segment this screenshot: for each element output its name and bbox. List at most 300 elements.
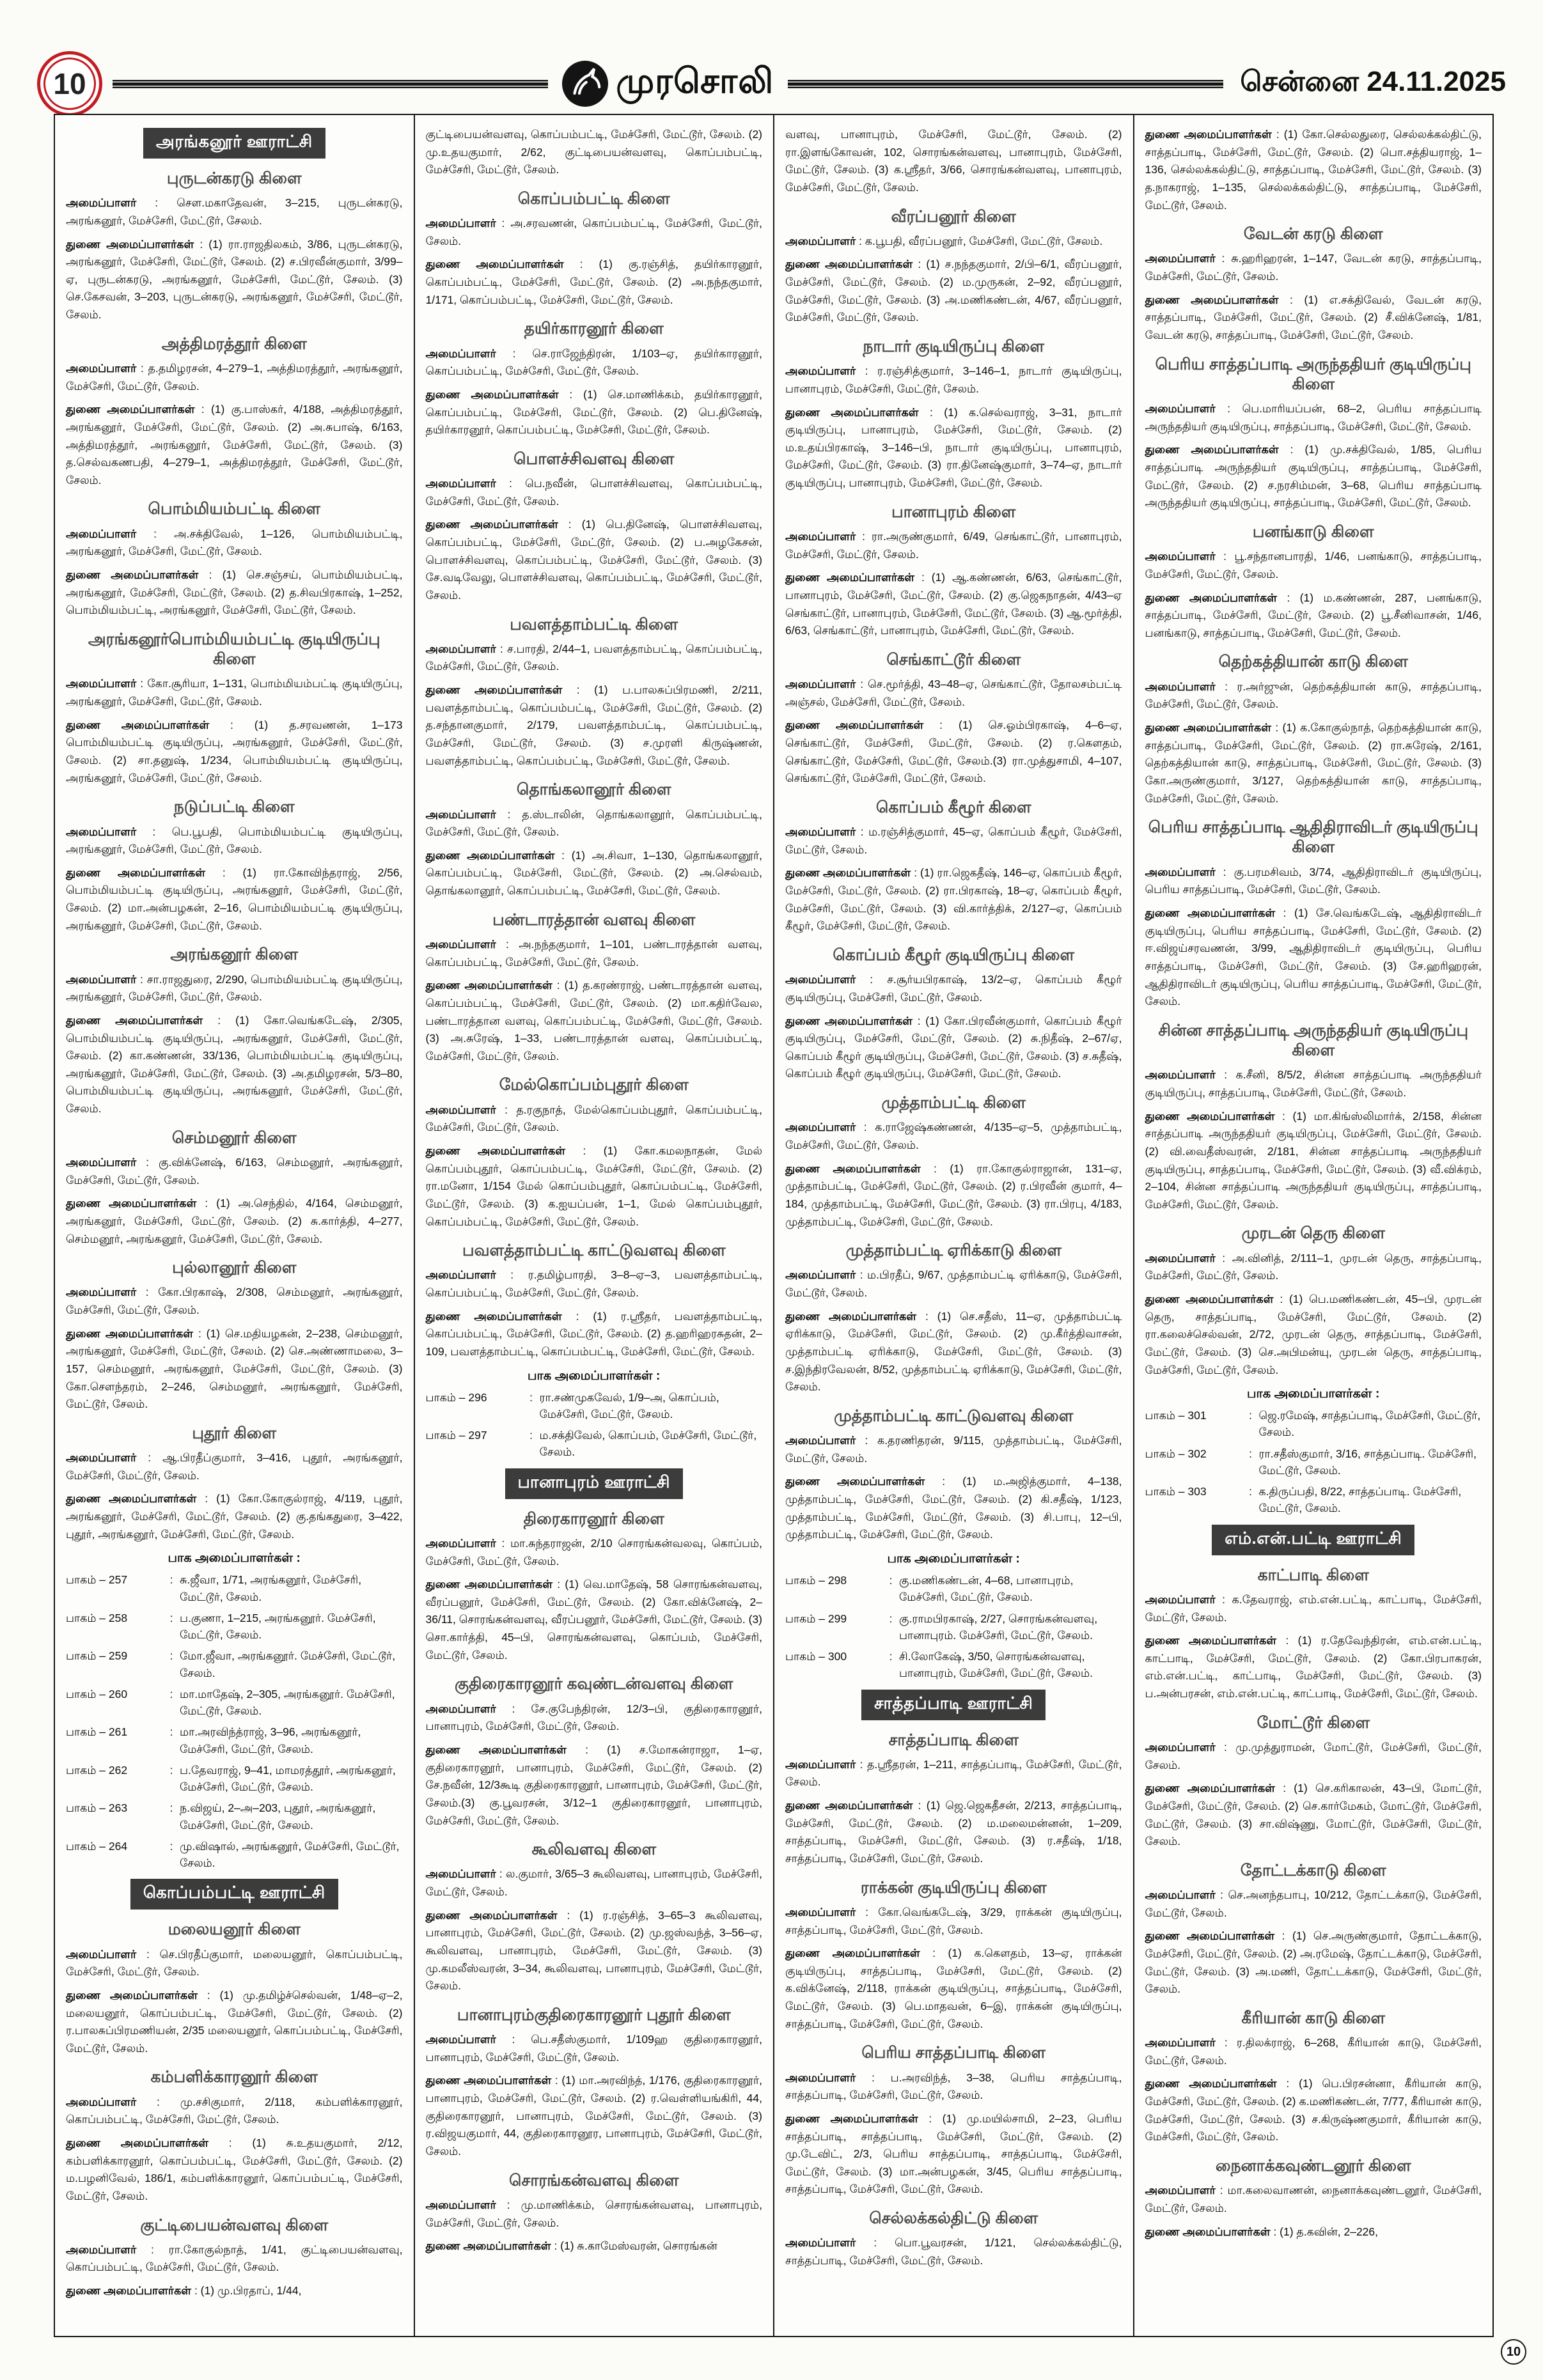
- pagam-number-label: பாகம் – 298: [785, 1574, 847, 1587]
- paragraph-lead-label: அமைப்பாளர்: [785, 1268, 856, 1282]
- paragraph-lead-label: அமைப்பாளர்: [1145, 1741, 1216, 1754]
- paragraph-lead-label: அமைப்பாளர்: [1145, 680, 1216, 693]
- body-paragraph: அமைப்பாளர் : ல.குமார், 3/65–3 கூலிவளவு, பானாபுரம், மேச்சேரி, மேட்டூர், சேலம்.: [425, 1867, 762, 1899]
- branch-title: கூலிவளவு கிளை: [531, 1840, 657, 1859]
- pagam-number-label: பாகம் – 301: [1145, 1409, 1207, 1422]
- paragraph-lead-label: துணை அமைப்பாளர்கள்: [66, 403, 195, 416]
- pagam-text: மா.அரவிந்த்ராஜ், 3–96, அரங்கனூர், மேச்சேரி, மேட்டூர், சேலம்.: [180, 1725, 361, 1755]
- body-paragraph: துணை அமைப்பாளர்கள் : (1) மு.பிரதாப், 1/44,: [66, 2284, 302, 2298]
- pagam-colon: :: [1249, 1409, 1252, 1422]
- paragraph-lead-label: துணை அமைப்பாளர்கள்: [1145, 906, 1276, 919]
- pagam-text: சு.ஜீவா, 1/71, அரங்கனூர், மேச்சேரி, மேட்டூர், சேலம்.: [180, 1573, 362, 1603]
- paragraph-lead-label: அமைப்பாளர்: [785, 364, 856, 378]
- corner-page-number-badge: [1501, 2339, 1526, 2365]
- body-paragraph: துணை அமைப்பாளர்கள் : (1) சு.காமேஸ்வரன், சொரங்கன்: [425, 2239, 717, 2253]
- paragraph-lead-label: துணை அமைப்பாளர்கள்: [66, 237, 194, 251]
- pagam-number-label: பாகம் – 262: [66, 1763, 128, 1777]
- paragraph-lead-label: அமைப்பாளர்: [785, 234, 856, 247]
- paragraph-lead-label: அமைப்பாளர்: [66, 361, 137, 375]
- body-paragraph: அமைப்பாளர் : ப.அரவிந்த், 3–38, பெரிய சாத்தப்பாடி, சாத்தப்பாடி, மேச்சேரி, மேட்டூர், சேலம்.: [785, 2071, 1122, 2102]
- paragraph-lead-label: துணை அமைப்பாளர்கள்: [66, 568, 199, 581]
- pagam-number-label: பாகம் – 261: [66, 1725, 128, 1739]
- paragraph-lead-label: அமைப்பாளர்: [425, 1536, 496, 1550]
- paragraph-lead-label: அமைப்பாளர்: [66, 972, 137, 986]
- pagam-row: [1145, 1407, 1482, 1441]
- body-paragraph: துணை அமைப்பாளர்கள் : (1) க.கௌதம், 13–ஏ, ராக்கன் குடியிருப்பு, சாத்தப்பாடி, மேச்சேரி, மேட்டூர், சேலம். (2) க.விக்னேஷ், 2/118, ராக்கன் குடியிருப்பு, சாத்தப்பாடி, மேச்சேரி, மேட்டூர், சேலம். (3) பெ.மாதவன், 6–இ, ராக்கன் குடியிருப்பு, சாத்தப்பாடி, மேச்சேரி, மேட்டூர், சேலம்.: [785, 1947, 1122, 2030]
- body-paragraph: துணை அமைப்பாளர்கள் : (1) ச.நந்தகுமார், 2/பி–6/1, வீரப்பனூர், மேச்சேரி, மேட்டூர், சேலம். (2) ம.முருகன், 2–92, வீரப்பனூர், மேச்சேரி, மேட்டூர், சேலம். (3) அ.மணிகண்டன், 4/67, வீரப்பனூர், மேச்சேரி, மேட்டூர், சேலம்.: [785, 258, 1122, 324]
- pagam-text: ந.விஜய், 2–அ–203, புதூர், அரங்கனூர், மேச்சேரி, மேட்டூர், சேலம்.: [180, 1801, 376, 1832]
- pagam-text: மு.விஷால், அரங்கனூர், மேச்சேரி, மேட்டூர், சேலம்.: [180, 1839, 400, 1870]
- paragraph-lead-label: துணை அமைப்பாளர்கள்: [66, 1988, 198, 2002]
- branch-title: முரடன் தெரு கிளை: [1241, 1224, 1385, 1243]
- body-paragraph: துணை அமைப்பாளர்கள் : (1) அ.சிவா, 1–130, தொங்கலானூர், கொப்பம்பட்டி, மேச்சேரி, மேட்டூர், சேலம். (2) அ.செல்வம், தொங்கலானூர், கொப்பம்பட்டி, மேச்சேரி, மேட்டூர், சேலம்.: [425, 848, 762, 898]
- pagam-row: [1145, 1483, 1482, 1517]
- paragraph-lead-label: துணை அமைப்பாளர்கள்: [1145, 443, 1279, 456]
- body-paragraph: அமைப்பாளர் : மு.மாணிக்கம், சொரங்கன்வளவு, பானாபுரம், மேச்சேரி, மேட்டூர், சேலம்.: [425, 2198, 762, 2229]
- paragraph-lead-label: துணை அமைப்பாளர்கள்: [425, 518, 558, 531]
- branch-title: சின்ன சாத்தப்பாடி அருந்ததியர் குடியிருப்பு கிளை: [1158, 1021, 1469, 1060]
- body-paragraph: துணை அமைப்பாளர்கள் : (1) சே.வெங்கடேஷ், ஆதிதிராவிடர் குடியிருப்பு, பெரிய சாத்தப்பாடி, மேச்சேரி, மேட்டூர், சேலம். (2) ஈ.விஜய்சரவணன், 3/99, ஆதிதிராவிடர் குடியிருப்பு, பெரிய சாத்தப்பாடி, மேச்சேரி, மேட்டூர், சேலம். (3) சே.ஹரிஹரன், ஆதிதிராவிடர் குடியிருப்பு, பெரிய சாத்தப்பாடி, மேச்சேரி, மேட்டூர், சேலம்.: [1145, 906, 1482, 1008]
- paragraph-lead-label: துணை அமைப்பாளர்கள்: [1145, 1929, 1275, 1943]
- body-paragraph: அமைப்பாளர் : ர.அர்ஜுன், தெற்கத்தியான் காடு, சாத்தப்பாடி, மேச்சேரி, மேட்டூர், சேலம்.: [1145, 680, 1482, 711]
- body-paragraph: அமைப்பாளர் : ரா.கோகுல்நாத், 1/41, குட்டிபையன்வளவு, கொப்பம்பட்டி, மேச்சேரி, மேட்டூர், சேலம்.: [66, 2243, 403, 2274]
- paragraph-lead-label: அமைப்பாளர்: [1145, 252, 1216, 265]
- pagam-text: கு.மணிகண்டன், 4–68, பானாபுரம், மேச்சேரி, மேட்டூர், சேலம்.: [899, 1574, 1074, 1604]
- branch-title: பொம்மியம்பட்டி கிளை: [148, 500, 320, 518]
- body-paragraph: அமைப்பாளர் : க.தேவராஜ், எம்.என்.பட்டி, காட்பாடி, மேச்சேரி, மேட்டூர், சேலம்.: [1145, 1592, 1482, 1624]
- pagam-colon: :: [889, 1612, 893, 1625]
- branch-title: பொளச்சிவளவு கிளை: [513, 449, 675, 468]
- branch-title: முத்தாம்பட்டி கிளை: [881, 1094, 1026, 1112]
- paragraph-lead-label: அமைப்பாளர்: [66, 1155, 137, 1169]
- body-paragraph: துணை அமைப்பாளர்கள் : (1) மு.சக்திவேல், 1/85, பெரிய சாத்தப்பாடி அருந்ததியர் குடியிருப்பு, சாத்தப்பாடி, மேச்சேரி, மேட்டூர், சேலம். (2) ச.நரசிம்மன், 3–68, பெரிய சாத்தப்பாடி அருந்ததியர் குடியிருப்பு, சாத்தப்பாடி, மேச்சேரி, மேட்டூர், சேலம்.: [1145, 443, 1482, 509]
- page-number-badge: [37, 51, 102, 116]
- body-paragraph: துணை அமைப்பாளர்கள் : (1) த.சரவணன், 1–173 பொம்மியம்பட்டி குடியிருப்பு, அரங்கனூர், மேச்சேரி, மேட்டூர், சேலம். (2) சா.தனுஷ், 1/234, பொம்மியம்பட்டி குடியிருப்பு, அரங்கனூர், மேச்சேரி, மேட்டூர், சேலம்.: [66, 718, 403, 784]
- branch-title: சொரங்கன்வளவு கிளை: [509, 2171, 679, 2189]
- pagam-text: ப.தேவராஜ், 9–41, மாமரத்தூர், அரங்கனூர், மேச்சேரி, மேட்டூர், சேலம்.: [180, 1763, 396, 1794]
- body-paragraph: அமைப்பாளர் : ர.ரஞ்சித்குமார், 3–146–1, நாடார் குடியிருப்பு, பானாபுரம், மேச்சேரி, மேட்டூர், சேலம்.: [785, 364, 1122, 395]
- panchayat-section-header: கொப்பம்பட்டி ஊராட்சி: [130, 1879, 338, 1909]
- branch-title: பெரிய சாத்தப்பாடி அருந்ததியர் குடியிருப்பு கிளை: [1155, 355, 1471, 393]
- pagam-colon: :: [169, 1687, 173, 1700]
- panchayat-section-header-wrap: [1145, 1525, 1482, 1555]
- paragraph-lead-label: துணை அமைப்பாளர்கள்: [785, 1799, 913, 1812]
- branch-title: குதிரைகாரனூர் கவுண்டன்வளவு கிளை: [455, 1675, 733, 1693]
- paragraph-lead-label: துணை அமைப்பாளர்கள்: [66, 1197, 197, 1210]
- branch-title: நடுப்பட்டி கிளை: [173, 798, 295, 816]
- body-paragraph: அமைப்பாளர் : த.தமிழரசன், 4–279–1, அத்திமரத்தூர், அரங்கனூர், மேச்சேரி, மேட்டூர், சேலம்.: [66, 361, 403, 393]
- body-paragraph: துணை அமைப்பாளர்கள் : (1) த.கவின், 2–226,: [1145, 2225, 1378, 2238]
- paragraph-lead-label: துணை அமைப்பாளர்கள்: [425, 1908, 558, 1922]
- paragraph-lead-label: அமைப்பாளர்: [66, 1947, 137, 1961]
- paragraph-lead-label: துணை அமைப்பாளர்கள்: [1145, 1109, 1275, 1123]
- paragraph-lead-label: அமைப்பாளர்: [1145, 2184, 1216, 2197]
- body-paragraph: துணை அமைப்பாளர்கள் : (1) கோ.பிரவீன்குமார், கொப்பம் கீழூர் குடியிருப்பு, மேச்சேரி, மேட்டூர், சேலம். (2) சு.நிதீஷ், 2–67/ஏ, கொப்பம் கீழூர் குடியிருப்பு, மேச்சேரி, மேட்டூர், சேலம். (3) ச.சுதீஷ், கொப்பம் கீழூர் குடியிருப்பு, மேச்சேரி, மேட்டூர், சேலம்.: [785, 1014, 1122, 1080]
- paragraph-lead-label: துணை அமைப்பாளர்கள்: [425, 683, 563, 697]
- body-paragraph: துணை அமைப்பாளர்கள் : (1) ர.ரஞ்சித், 3–65–3 கூலிவளவு, பானாபுரம், மேச்சேரி, மேட்டூர், சேலம். (2) மு.ஜஸ்வந்த், 3–56–ஏ, கூலிவளவு, பானாபுரம், மேச்சேரி, மேட்டூர், சேலம். (3) மு.கமலீஸ்வரன், 3–34, கூலிவளவு, பானாபுரம், மேச்சேரி, மேட்டூர், சேலம்.: [425, 1908, 762, 1993]
- paragraph-lead-label: அமைப்பாளர்: [425, 477, 496, 490]
- pagam-colon: :: [169, 1763, 173, 1777]
- paragraph-lead-label: அமைப்பாளர்: [425, 1867, 496, 1881]
- pagam-number-label: பாகம் – 299: [785, 1612, 847, 1625]
- branch-title: செம்மனூர் கிளை: [171, 1128, 297, 1147]
- branch-title: செங்காட்டூர் கிளை: [886, 650, 1021, 669]
- body-paragraph: துணை அமைப்பாளர்கள் : (1) செ.அருண்குமார், தோட்டக்காடு, மேச்சேரி, மேட்டூர், சேலம். (2) அ.ரமேஷ், தோட்டக்காடு, மேச்சேரி, மேட்டூர், சேலம். (3) அ.மணி, தோட்டக்காடு, மேச்சேரி, மேட்டூர், சேலம்.: [1145, 1929, 1482, 1996]
- pagam-colon: :: [1249, 1485, 1252, 1498]
- paragraph-lead-label: துணை அமைப்பாளர்கள்: [425, 387, 559, 401]
- branch-title: குட்டிபையன்வளவு கிளை: [140, 2216, 329, 2234]
- paragraph-lead-label: அமைப்பாளர்: [1145, 865, 1216, 878]
- paragraph-lead-label: அமைப்பாளர்: [785, 2236, 856, 2250]
- body-paragraph: துணை அமைப்பாளர்கள் : (1) சு.உதயகுமார், 2/12, கம்பளிக்காரனூர், கொப்பம்பட்டி, மேச்சேரி, மேட்டூர், சேலம். (2) ம.பழனிவேல், 186/1, கம்பளிக்காரனூர், கொப்பம்பட்டி, மேச்சேரி, மேட்டூர், சேலம்.: [66, 2136, 403, 2202]
- newspaper-column: [55, 115, 414, 2336]
- pagam-number-label: பாகம் – 264: [66, 1839, 128, 1853]
- pagam-row: [66, 1800, 403, 1833]
- body-paragraph: துணை அமைப்பாளர்கள் : (1) ரா.ஜெகதீஷ், 146–ஏ, கொப்பம் கீழூர், மேச்சேரி, மேட்டூர், சேலம். (2) ரா.பிரகாஷ், 18–ஏ, கொப்பம் கீழூர், மேச்சேரி, மேட்டூர், சேலம். (3) வி.கார்த்திக், 2/127–ஏ, கொப்பம் கீழூர், மேச்சேரி, மேட்டூர், சேலம்.: [785, 866, 1122, 933]
- paragraph-lead-label: அமைப்பாளர்: [66, 1286, 137, 1299]
- pagam-row: [66, 1838, 403, 1872]
- paragraph-lead-label: அமைப்பாளர்: [425, 2033, 496, 2046]
- branch-title: மோட்டூர் கிளை: [1257, 1713, 1370, 1732]
- body-paragraph: அமைப்பாளர் : பொ.பூவரசன், 1/121, செல்லக்கல்திட்டு, சாத்தப்பாடி, மேச்சேரி, மேட்டூர், சேலம்.: [785, 2236, 1122, 2267]
- body-paragraph: அமைப்பாளர் : அ.வினித், 2/111–1, முரடன் தெரு, சாத்தப்பாடி, மேச்சேரி, மேட்டூர், சேலம்.: [1145, 1251, 1482, 1282]
- pagam-colon: :: [169, 1801, 173, 1815]
- paragraph-lead-label: அமைப்பாளர்: [425, 807, 496, 821]
- paragraph-lead-label: துணை அமைப்பாளர்கள்: [425, 1743, 567, 1756]
- paragraph-lead-label: அமைப்பாளர்: [1145, 402, 1216, 416]
- paragraph-lead-label: துணை அமைப்பாளர்கள்: [785, 2112, 918, 2125]
- pagam-colon: :: [169, 1839, 173, 1853]
- paragraph-lead-label: அமைப்பாளர்: [66, 2095, 137, 2108]
- body-paragraph-continuation: வளவு, பானாபுரம், மேச்சேரி, மேட்டூர், சேலம். (2) ரா.இளங்கோவன், 102, சொரங்கன்வளவு, பானாபுரம், மேச்சேரி, மேட்டூர், சேலம். (3) க.ஸ்ரீதர், 3/66, சொரங்கன்வளவு, பானாபுரம், மேச்சேரி, மேட்டூர், சேலம்.: [785, 128, 1122, 194]
- body-paragraph: அமைப்பாளர் : ச.சூர்யபிரகாஷ், 13/2–ஏ, கொப்பம் கீழூர் குடியிருப்பு, மேச்சேரி, மேட்டூர், சேலம்.: [785, 973, 1122, 1004]
- paragraph-lead-label: துணை அமைப்பாளர்கள்: [785, 866, 911, 880]
- paragraph-lead-label: துணை அமைப்பாளர்கள்: [785, 258, 913, 271]
- branch-title: பானாபுரம்குதிரைகாரனூர் புதூர் கிளை: [457, 2005, 731, 2024]
- branch-title: பவளத்தாம்பட்டி கிளை: [510, 615, 678, 634]
- paragraph-lead-label: துணை அமைப்பாளர்கள்: [425, 2074, 552, 2087]
- body-paragraph: அமைப்பாளர் : ரா.அருண்குமார், 6/49, செங்காட்டூர், பானாபுரம், மேச்சேரி, மேட்டூர், சேலம்.: [785, 530, 1122, 561]
- body-paragraph: அமைப்பாளர் : மு.முத்துராமன், மோட்டூர், மேச்சேரி, மேட்டூர், சேலம்.: [1145, 1741, 1482, 1771]
- pagam-row: [66, 1723, 403, 1757]
- body-paragraph-continuation: குட்டிபையன்வளவு, கொப்பம்பட்டி, மேச்சேரி, மேட்டூர், சேலம். (2) மு.உதயகுமார், 2/62, குட்டிபையன்வளவு, கொப்பம்பட்டி, மேச்சேரி, மேட்டூர், சேலம்.: [425, 128, 762, 176]
- body-paragraph: அமைப்பாளர் : கோ.வெங்கடேஷ், 3/29, ராக்கன் குடியிருப்பு, சாத்தப்பாடி, மேச்சேரி, மேட்டூர், சேலம்.: [785, 1905, 1122, 1936]
- body-paragraph: துணை அமைப்பாளர்கள் : (1) ம.அஜித்குமார், 4–138, முத்தாம்பட்டி, மேச்சேரி, மேட்டூர், சேலம். (2) கி.சதீஷ், 1/123, முத்தாம்பட்டி, மேச்சேரி, மேட்டூர், சேலம். (3) சி.பாபு, 12–பி, முத்தாம்பட்டி, மேச்சேரி, மேட்டூர், சேலம்.: [785, 1475, 1122, 1541]
- paragraph-lead-label: துணை அமைப்பாளர்கள்: [66, 1326, 194, 1340]
- body-paragraph: அமைப்பாளர் : க.சீனி, 8/5/2, சின்ன சாத்தப்பாடி அருந்ததியர் குடியிருப்பு, சாத்தப்பாடி, மேச்சேரி, மேட்டூர், சேலம்.: [1145, 1068, 1482, 1099]
- branch-title: முத்தாம்பட்டி ஏரிக்காடு கிளை: [845, 1241, 1061, 1260]
- paragraph-lead-label: அமைப்பாளர்: [1145, 550, 1216, 563]
- pagam-number-label: பாகம் – 263: [66, 1801, 128, 1815]
- paragraph-lead-label: அமைப்பாளர்: [1145, 1592, 1216, 1606]
- branch-title: காட்பாடி கிளை: [1257, 1566, 1369, 1584]
- body-paragraph: அமைப்பாளர் : த.ஸ்ரீதரன், 1–211, சாத்தப்பாடி, மேச்சேரி, மேட்டூர், சேலம்.: [785, 1757, 1122, 1789]
- pagam-number-label: பாகம் – 296: [425, 1390, 487, 1404]
- pagam-colon: :: [529, 1390, 533, 1404]
- body-paragraph: துணை அமைப்பாளர்கள் : (1) செ.சதீஸ், 11–ஏ, முத்தாம்பட்டி ஏரிக்காடு, மேச்சேரி, மேட்டூர், சேலம். (2) மு.கீர்த்திவாசன், முத்தாம்பட்டி ஏரிக்காடு, மேச்சேரி, மேட்டூர், சேலம். (3) ச.இந்திரவேலன், 8/52, முத்தாம்பட்டி ஏரிக்காடு, மேச்சேரி, மேட்டூர், சேலம்.: [785, 1309, 1122, 1394]
- body-paragraph: துணை அமைப்பாளர்கள் : (1) கு.பாஸ்கர், 4/188, அத்திமரத்தூர், அரங்கனூர், மேச்சேரி, மேட்டூர், சேலம். (2) அ.சுபாஷ், 6/163, அத்திமரத்தூர், அரங்கனூர், மேச்சேரி, மேட்டூர், சேலம். (3) த.செல்வகணபதி, 4–279–1, அத்திமரத்தூர், மேச்சேரி, மேட்டூர், சேலம்.: [66, 403, 403, 486]
- branch-title: கொப்பம்பட்டி கிளை: [517, 189, 670, 208]
- pagam-number-label: பாகம் – 257: [66, 1573, 128, 1587]
- paragraph-lead-label: துணை அமைப்பாளர்கள்: [66, 1013, 203, 1027]
- branch-title: புருடன்கரடு கிளை: [166, 169, 302, 187]
- paragraph-lead-label: அமைப்பாளர்: [785, 530, 856, 543]
- masthead-logo-icon: [562, 61, 608, 107]
- paragraph-lead-label: அமைப்பாளர்: [425, 642, 496, 655]
- pagam-row: [785, 1610, 1122, 1644]
- body-paragraph: துணை அமைப்பாளர்கள் : (1) செ.மாணிக்கம், தயிர்காரனூர், கொப்பம்பட்டி, மேச்சேரி, மேட்டூர், சேலம். (2) பெ.தினேஷ், தயிர்காரனூர், கொப்பம்பட்டி, மேச்சேரி, மேட்டூர், சேலம்.: [425, 387, 762, 437]
- body-paragraph: துணை அமைப்பாளர்கள் : (1) க.செல்வராஜ், 3–31, நாடார் குடியிருப்பு, பானாபுரம், மேச்சேரி, மேட்டூர், சேலம். (2) ம.உதய்பிரகாஷ், 3–146–பி, நாடார் குடியிருப்பு, பானாபுரம், மேச்சேரி, மேட்டூர், சேலம். (3) ரா.தினேஷ்குமார், 3–74–ஏ, நாடார் குடியிருப்பு, பானாபுரம், மேச்சேரி, மேட்டூர், சேலம்.: [785, 405, 1122, 490]
- pagam-text: ரா.சதீஸ்குமார், 3/16, சாத்தப்பாடி. மேச்சேரி, மேட்டூர், சேலம்.: [1258, 1447, 1476, 1477]
- pagam-row: [66, 1647, 403, 1681]
- paragraph-lead-label: துணை அமைப்பாளர்கள்: [425, 848, 555, 862]
- paragraph-lead-label: துணை அமைப்பாளர்கள்: [785, 405, 919, 419]
- body-paragraph: துணை அமைப்பாளர்கள் : (1) ஜெ.ஜெகதீசன், 2/213, சாத்தப்பாடி, மேச்சேரி, மேட்டூர், சேலம். (2) ம.மலைமன்னன், 1–209, சாத்தப்பாடி, மேச்சேரி, மேட்டூர், சேலம். (3) ர.சதீஷ், 1/18, சாத்தப்பாடி, மேச்சேரி, மேட்டூர், சேலம்.: [785, 1799, 1122, 1865]
- newspaper-column: [414, 115, 774, 2336]
- body-paragraph: அமைப்பாளர் : மா.சுந்தராஜன், 2/10 சொரங்கன்வலவு, கொப்பம், மேச்சேரி, மேட்டூர், சேலம்.: [425, 1536, 762, 1567]
- body-paragraph: துணை அமைப்பாளர்கள் : (1) ஆ.கண்ணன், 6/63, செங்காட்டூர், பானாபுரம், மேச்சேரி, மேட்டூர், சேலம். (2) கு.ஜெகநாதன், 4/43–ஏ செங்காட்டூர், பானாபுரம், மேச்சேரி, மேட்டூர், சேலம். (3) ஆ.மூர்த்தி, 6/63, செங்காட்டூர், பானாபுரம், மேச்சேரி, மேட்டூர், சேலம்.: [785, 571, 1122, 637]
- part-organizers-heading: பாக அமைப்பாளர்கள் :: [887, 1552, 1020, 1566]
- body-paragraph: அமைப்பாளர் : அ.நந்தகுமார், 1–101, பண்டாரத்தான் வளவு, கொப்பம்பட்டி, மேச்சேரி, மேட்டூர், சேலம்.: [425, 938, 762, 968]
- body-paragraph: அமைப்பாளர் : சா.ராஜதுரை, 2/290, பொம்மியம்பட்டி குடியிருப்பு, அரங்கனூர், மேச்சேரி, மேட்டூர், சேலம்.: [66, 972, 403, 1004]
- paragraph-lead-label: துணை அமைப்பாளர்கள்: [785, 1162, 921, 1175]
- paragraph-lead-label: அமைப்பாளர்: [1145, 2036, 1216, 2049]
- body-paragraph: அமைப்பாளர் : க.பூபதி, வீரப்பனூர், மேச்சேரி, மேட்டூர், சேலம்.: [785, 234, 1103, 247]
- body-paragraph: துணை அமைப்பாளர்கள் : (1) செ.சஞ்சய், பொம்மியம்பட்டி, அரங்கனூர், மேச்சேரி, மேட்டூர், சேலம். (2) த.சிவபிரகாஷ், 1–252, பொம்மியம்பட்டி, அரங்கனூர், மேச்சேரி, மேட்டூர், சேலம்.: [66, 568, 403, 617]
- body-paragraph: துணை அமைப்பாளர்கள் : (1) கோ.செல்லதுரை, செல்லக்கல்திட்டு, சாத்தப்பாடி, மேச்சேரி, மேட்டூர், சேலம். (2) பொ.சத்தியராஜ், 1–136, செல்லக்கல்திட்டு, சாத்தப்பாடி, மேச்சேரி, மேட்டூர், சேலம். (3) த.நாகராஜ், 1–135, செல்லக்கல்திட்டு, சாத்தப்பாடி, மேச்சேரி, மேட்டூர், சேலம்.: [1145, 128, 1482, 212]
- branch-title: பவளத்தாம்பட்டி காட்டுவளவு கிளை: [462, 1241, 726, 1260]
- paragraph-lead-label: அமைப்பாளர்: [425, 346, 496, 360]
- branch-title: நாடார் குடியிருப்பு கிளை: [863, 338, 1045, 356]
- pagam-row: [426, 1389, 763, 1423]
- paragraph-lead-label: அமைப்பாளர்: [785, 2071, 856, 2084]
- branch-title: திரைகாரனூர் கிளை: [523, 1509, 664, 1528]
- body-paragraph: அமைப்பாளர் : பெ.சதீஸ்குமார், 1/109ஹ குதிரைகாரனூர், பானாபுரம், மேச்சேரி, மேட்டூர், சேலம்.: [425, 2033, 762, 2064]
- header-rule-left: [113, 80, 548, 88]
- body-paragraph: துணை அமைப்பாளர்கள் : (1) த.கரண்ராஜ், பண்டாரத்தான் வளவு, கொப்பம்பட்டி, மேச்சேரி, மேட்டூர், சேலம். (2) மா.கதிர்வேல, பண்டாரத்தான வளவு, கொப்பம்பட்டி, மேச்சேரி, மேட்டூர், சேலம். (3) அ.சுரேஷ், 1–33, பண்டாரத்தான் வளவு, கொப்பம்பட்டி, மேச்சேரி, மேட்டூர், சேலம்.: [425, 979, 762, 1062]
- body-paragraph: துணை அமைப்பாளர்கள் : (1) ர.தேவேந்திரன், எம்.என்.பட்டி, காட்பாடி, மேச்சேரி, மேட்டூர், சேலம். (2) கோ.பிரபாகரன், எம்.என்.பட்டி, காட்பாடி, மேச்சேரி, மேட்டூர், சேலம். (3) ப.அன்பரசன், எம்.என்.பட்டி, காட்பாடி, மேச்சேரி, மேட்டூர், சேலம்.: [1145, 1634, 1482, 1700]
- pagam-text: க.திருப்பதி, 8/22, சாத்தப்பாடி. மேச்சேரி, மேட்டூர், சேலம்.: [1258, 1485, 1462, 1515]
- pagam-text: கு.ராமபிரகாஷ், 2/27, சொரங்கன்வளவு, பானாபுரம். மேச்சேரி, மேட்டூர், சேலம்.: [899, 1612, 1098, 1642]
- paragraph-lead-label: அமைப்பாளர்: [425, 1103, 496, 1116]
- paragraph-lead-label: அமைப்பாளர்: [785, 1757, 856, 1771]
- pagam-colon: :: [529, 1429, 533, 1442]
- body-paragraph: அமைப்பாளர் : பெ.பூபதி, பொம்மியம்பட்டி குடியிருப்பு, அரங்கனூர், மேச்சேரி, மேட்டூர், சேலம்.: [66, 825, 403, 856]
- paragraph-lead-label: அமைப்பாளர்: [425, 217, 496, 230]
- paragraph-lead-label: துணை அமைப்பாளர்கள்: [1145, 591, 1278, 604]
- paragraph-lead-label: துணை அமைப்பாளர்கள்: [1145, 128, 1272, 141]
- pagam-colon: :: [169, 1649, 173, 1663]
- paragraph-lead-label: துணை அமைப்பாளர்கள்: [425, 258, 564, 271]
- body-paragraph: துணை அமைப்பாளர்கள் : (1) எ.சக்திவேல், வேடன் கரடு, சாத்தப்பாடி, மேச்சேரி, மேட்டூர், சேலம். (2) சீ.விக்னேஷ், 1/81, வேடன் கரடு, சாத்தப்பாடி, மேச்சேரி, மேட்டூர், சேலம்.: [1145, 293, 1482, 342]
- paragraph-lead-label: துணை அமைப்பாளர்கள்: [1145, 293, 1279, 306]
- pagam-number-label: பாகம் – 260: [66, 1687, 128, 1700]
- body-paragraph: துணை அமைப்பாளர்கள் : (1) ரா.கோவிந்தராஜ், 2/56, பொம்மியம்பட்டி குடியிருப்பு, அரங்கனூர், மேச்சேரி, மேட்டூர், சேலம். (2) மா.அன்பழகன், 2–16, பொம்மியம்பட்டி குடியிருப்பு, அரங்கனூர், மேச்சேரி, மேட்டூர், சேலம்.: [66, 866, 403, 932]
- branch-title: சாத்தப்பாடி கிளை: [888, 1731, 1019, 1749]
- paragraph-lead-label: துணை அமைப்பாளர்கள்: [66, 1492, 197, 1505]
- branch-title: பண்டாரத்தான் வளவு கிளை: [492, 910, 696, 929]
- paragraph-lead-label: அமைப்பாளர்: [1145, 1068, 1216, 1082]
- body-paragraph: அமைப்பாளர் : பூ.சந்தானபாரதி, 1/46, பனங்காடு, சாத்தப்பாடி, மேச்சேரி, மேட்டூர், சேலம்.: [1145, 550, 1482, 580]
- pagam-text: ப.குணா, 1–215, அரங்கனூர். மேச்சேரி, மேட்டூர், சேலம்.: [180, 1611, 376, 1642]
- branch-title: செல்லக்கல்திட்டு கிளை: [869, 2209, 1038, 2228]
- pagam-number-label: பாகம் – 258: [66, 1611, 128, 1624]
- pagam-text: மா.மாதேஷ், 2–305, அரங்கனூர். மேச்சேரி, மேட்டூர், சேலம்.: [180, 1687, 395, 1718]
- pagam-row: [66, 1762, 403, 1796]
- paragraph-lead-label: துணை அமைப்பாளர்கள்: [785, 1014, 912, 1027]
- branch-title: பெரிய சாத்தப்பாடி ஆதிதிராவிடர் குடியிருப்பு கிளை: [1148, 818, 1478, 857]
- pagam-number-label: பாகம் – 259: [66, 1649, 128, 1663]
- paragraph-lead-label: துணை அமைப்பாளர்கள்: [1145, 1782, 1275, 1795]
- header-rule-right: [788, 80, 1223, 88]
- pagam-row: [1145, 1445, 1482, 1479]
- paragraph-lead-label: துணை அமைப்பாளர்கள்: [66, 866, 206, 879]
- body-paragraph: துணை அமைப்பாளர்கள் : (1) பெ.பிரசன்னா, கீரியான் காடு, மேச்சேரி, மேட்டூர், சேலம். (2) க.மணிகண்டன், 7/77, கீரியான் காடு, மேச்சேரி, மேட்டூர், சேலம். (3) ச.கிருஷ்ணகுமார், கீரியான் காடு, மேச்சேரி, மேட்டூர், சேலம்.: [1145, 2077, 1482, 2143]
- branch-title: தெற்கத்தியான் காடு கிளை: [1218, 653, 1408, 671]
- pagam-colon: :: [169, 1611, 173, 1624]
- branch-title: மலையனூர் கிளை: [168, 1920, 301, 1939]
- pagam-colon: :: [169, 1573, 173, 1587]
- paragraph-lead-label: துணை அமைப்பாளர்கள்: [1145, 1634, 1277, 1647]
- body-paragraph: துணை அமைப்பாளர்கள் : (1) பெ.தினேஷ், பொளச்சிவளவு, கொப்பம்பட்டி, மேச்சேரி, மேட்டூர், சேலம். (2) ப.அழகேசன், பொளச்சிவளவு, கொப்பம்பட்டி, மேச்சேரி, மேட்டூர், சேலம். (3) சே.வடிவேலு, பொளச்சிவளவு, கொப்பம்பட்டி, மேச்சேரி, மேட்டூர், சேலம்.: [425, 518, 762, 602]
- branch-title: கம்பளிக்காரனூர் கிளை: [150, 2068, 318, 2087]
- body-paragraph: துணை அமைப்பாளர்கள் : (1) ப.பாலசுப்பிரமணி, 2/211, பவளத்தாம்பட்டி, கொப்பம்பட்டி, மேச்சேரி, மேட்டூர், சேலம். (2) த.சந்தானகுமார், 2/179, பவளத்தாம்பட்டி, கொப்பம்பட்டி, மேச்சேரி, மேட்டூர், சேலம். (3) ச.முரளி கிருஷ்ணன், பவளத்தாம்பட்டி, கொப்பம்பட்டி, மேச்சேரி, மேட்டூர், சேலம்.: [425, 683, 762, 767]
- body-paragraph: அமைப்பாளர் : செ.பிரதீப்குமார், மலையனூர், கொப்பம்பட்டி, மேச்சேரி, மேட்டூர், சேலம்.: [66, 1947, 403, 1979]
- branch-title: அத்திமரத்தூர் கிளை: [161, 334, 307, 353]
- pagam-text: ரா.சண்முகவேல், 1/9–அ, கொப்பம், மேச்சேரி, மேட்டூர், சேலம்.: [539, 1390, 719, 1420]
- body-paragraph: துணை அமைப்பாளர்கள் : (1) ம.கண்ணன், 287, பனங்காடு, சாத்தப்பாடி, மேச்சேரி, மேட்டூர், சேலம். (2) பூ.சீனிவாசன், 1/46, பனங்காடு, சாத்தப்பாடி, மேச்சேரி, மேட்டூர், சேலம்.: [1145, 591, 1482, 639]
- body-paragraph: அமைப்பாளர் : மு.சசிகுமார், 2/118, கம்பளிக்காரனூர், கொப்பம்பட்டி, மேச்சேரி, மேட்டூர், சேலம்.: [66, 2095, 403, 2126]
- body-paragraph: துணை அமைப்பாளர்கள் : (1) வெ.மாதேஷ், 58 சொரங்கன்வளவு, வீரப்பனூர், மேச்சேரி, மேட்டூர், சேலம். (2) கோ.விக்னேஷ், 2–36/11, சொரங்கன்வளவு, வீரப்பனூர், மேச்சேரி, மேட்டூர், சேலம். (3) சொ.கார்த்தி, 45–பி, சொரங்கன்வளவு, கொப்பம், மேச்சேரி, மேட்டூர், சேலம்.: [425, 1578, 762, 1661]
- body-paragraph: அமைப்பாளர் : அ.சக்திவேல், 1–126, பொம்மியம்பட்டி, அரங்கனூர், மேச்சேரி, மேட்டூர், சேலம்.: [66, 527, 403, 558]
- body-paragraph: அமைப்பாளர் : பெ.நவீன், பொளச்சிவளவு, கொப்பம்பட்டி, மேச்சேரி, மேட்டூர், சேலம்.: [425, 477, 762, 508]
- paragraph-lead-label: அமைப்பாளர்: [785, 973, 856, 986]
- body-paragraph: அமைப்பாளர் : மா.கலைவாணன், நைனாக்கவுண்டனூர், மேச்சேரி, மேட்டூர், சேலம்.: [1145, 2184, 1482, 2214]
- panchayat-section-header-wrap: [785, 1690, 1122, 1720]
- masthead-title: முரசொலி: [616, 62, 774, 100]
- paragraph-lead-label: அமைப்பாளர்: [66, 825, 137, 838]
- paragraph-lead-label: துணை அமைப்பாளர்கள்: [1145, 2225, 1271, 2238]
- pagam-row: [66, 1571, 403, 1605]
- panchayat-section-header: எம்.என்.பட்டி ஊராட்சி: [1212, 1525, 1414, 1555]
- branch-title: நைனாக்கவுண்டனூர் கிளை: [1215, 2157, 1411, 2175]
- paragraph-lead-label: அமைப்பாளர்: [425, 1702, 496, 1715]
- paragraph-lead-label: அமைப்பாளர்: [785, 1905, 856, 1918]
- paragraph-lead-label: துணை அமைப்பாளர்கள்: [425, 1309, 562, 1323]
- branch-title: தோட்டக்காடு கிளை: [1240, 1861, 1386, 1879]
- page-header: [37, 51, 1506, 116]
- paragraph-lead-label: துணை அமைப்பாளர்கள்: [425, 2239, 551, 2253]
- body-paragraph: துணை அமைப்பாளர்கள் : (1) கு.ரஞ்சித், தயிர்காரனூர், கொப்பம்பட்டி, மேச்சேரி, மேட்டூர், சேலம். (2) அ.நந்தகுமார், 1/171, கொப்பம்பட்டி, மேச்சேரி, மேட்டூர், சேலம்.: [425, 258, 762, 306]
- paragraph-lead-label: அமைப்பாளர்: [66, 527, 137, 540]
- pagam-row: [66, 1686, 403, 1720]
- branch-title: பெரிய சாத்தப்பாடி கிளை: [861, 2044, 1046, 2062]
- paragraph-lead-label: துணை அமைப்பாளர்கள்: [425, 1578, 552, 1591]
- body-paragraph: அமைப்பாளர் : செ.ராஜேந்திரன், 1/103–ஏ, தயிர்காரனூர், கொப்பம்பட்டி, மேச்சேரி, மேட்டூர், சேலம்.: [425, 346, 762, 378]
- branch-title: தயிர்காரனூர் கிளை: [524, 320, 664, 338]
- body-paragraph: அமைப்பாளர் : சௌ.மகாதேவன், 3–215, புருடன்கரடு, அரங்கனூர், மேச்சேரி, மேட்டூர், சேலம்.: [66, 196, 403, 227]
- branch-title: பனங்காடு கிளை: [1252, 523, 1374, 541]
- branch-title: ராக்கன் குடியிருப்பு கிளை: [860, 1878, 1047, 1897]
- body-paragraph: துணை அமைப்பாளர்கள் : (1) க.கோகுல்நாத், தெற்கத்தியான் காடு, சாத்தப்பாடி, மேச்சேரி, மேட்டூர், சேலம். (2) ரா.சுரேஷ், 2/161, தெற்கத்தியான் காடு, சாத்தப்பாடி, மேச்சேரி, மேட்டூர், சேலம். (3) கோ.அருண்குமார், 3/127, தெற்கத்தியான் காடு, சாத்தப்பாடி, மேச்சேரி, மேட்டூர், சேலம்.: [1145, 720, 1482, 805]
- pagam-colon: :: [1249, 1447, 1252, 1460]
- corner-page-number: 10: [1506, 2344, 1521, 2359]
- paragraph-lead-label: துணை அமைப்பாளர்கள்: [785, 1475, 925, 1488]
- body-paragraph: துணை அமைப்பாளர்கள் : (1) ரா.கோகுல்ராஜான், 131–ஏ, முத்தாம்பட்டி, மேச்சேரி, மேட்டூர், சேலம். (2) ர.பிரவீன் குமார், 4–184, முத்தாம்பட்டி, மேச்சேரி, மேட்டூர், சேலம். (3) ரா.பிரபு, 4/183, முத்தாம்பட்டி, மேச்சேரி, மேட்டூர், சேலம்.: [785, 1162, 1122, 1228]
- body-paragraph: அமைப்பாளர் : சு.ஹரிஹரன், 1–147, வேடன் கரடு, சாத்தப்பாடி, மேச்சேரி, மேட்டூர், சேலம்.: [1145, 252, 1482, 283]
- panchayat-section-header: அரங்கனூர் ஊராட்சி: [143, 128, 325, 159]
- paragraph-lead-label: அமைப்பாளர்: [425, 2198, 496, 2211]
- branch-title: கொப்பம் கீழூர் குடியிருப்பு கிளை: [833, 946, 1075, 965]
- pagam-text: ம.சக்திவேல், கொப்பம், மேச்சேரி, மேட்டூர், சேலம்.: [539, 1429, 757, 1459]
- branch-title: அரங்கனூர் கிளை: [170, 945, 299, 964]
- body-paragraph: துணை அமைப்பாளர்கள் : (1) செ.மதியழகன், 2–238, செம்மனூர், அரங்கனூர், மேச்சேரி, மேட்டூர், சேலம். (2) செ.அண்ணாமலை, 3–157, செம்மனூர், அரங்கனூர், மேச்சேரி, மேட்டூர், சேலம். (3) கோ.சௌந்தரம், 2–246, செம்மனூர், அரங்கனூர், மேச்சேரி, மேட்டூர், சேலம்.: [66, 1326, 403, 1411]
- paragraph-lead-label: அமைப்பாளர்: [66, 677, 137, 690]
- body-paragraph: அமைப்பாளர் : த.ரகுநாத், மேல்கொப்பம்புதூர், கொப்பம்பட்டி, மேச்சேரி, மேட்டூர், சேலம்.: [425, 1103, 762, 1134]
- pagam-number-label: பாகம் – 303: [1145, 1485, 1207, 1498]
- body-paragraph: துணை அமைப்பாளர்கள் : (1) ச.மோகன்ராஜா, 1–ஏ, குதிரைகாரனூர், பானாபுரம், மேச்சேரி, மேட்டூர், சேலம். (2) சே.நவீன், 12/3கூடி குதிரைகாரனூர், பானாபுரம், மேச்சேரி, மேட்டூர், சேலம்.(3) கு.பூவரசன், 3/12–1 குதிரைகாரனூர், பானாபுரம், மேச்சேரி, மேட்டூர், சேலம்.: [425, 1743, 762, 1827]
- body-paragraph: துணை அமைப்பாளர்கள் : (1) அ.செந்தில், 4/164, செம்மனூர், அரங்கனூர், மேச்சேரி, மேட்டூர், சேலம். (2) சு.கார்த்தி, 4–277, செம்மனூர், அரங்கனூர், மேச்சேரி, மேட்டூர், சேலம்.: [66, 1197, 403, 1245]
- branch-title: வேடன் கரடு கிளை: [1243, 225, 1383, 244]
- pagam-row: [785, 1648, 1122, 1682]
- newspaper-content-box: [54, 114, 1494, 2337]
- pagam-number-label: பாகம் – 300: [785, 1650, 847, 1663]
- body-paragraph: அமைப்பாளர் : கு.விக்னேஷ், 6/163, செம்மனூர், அரங்கனூர், மேச்சேரி, மேட்டூர், சேலம்.: [66, 1155, 403, 1186]
- body-paragraph: துணை அமைப்பாளர்கள் : (1) செ.கரிகாலன், 43–பி, மோட்டூர், மேச்சேரி, மேட்டூர், சேலம். (2) செ.கார்மேகம், மோட்டூர், மேச்சேரி, மேட்டூர், சேலம். (3) சா.விஷ்ணு, மோட்டூர், மேச்சேரி, மேட்டூர், சேலம்.: [1145, 1782, 1482, 1848]
- paragraph-lead-label: அமைப்பாளர்: [66, 1451, 137, 1465]
- paragraph-lead-label: அமைப்பாளர்: [785, 678, 856, 691]
- body-paragraph: துணை அமைப்பாளர்கள் : (1) பெ.மணிகண்டன், 45–பி, முரடன் தெரு, சாத்தப்பாடி, மேச்சேரி, மேட்டூர், சேலம். (2) ரா.கலைச்செல்வன், 2/72, முரடன் தெரு, சாத்தப்பாடி, மேச்சேரி, மேட்டூர், சேலம். (3) செ.அபிமன்யு, முரடன் தெரு, சாத்தப்பாடி, மேச்சேரி, மேட்டூர், சேலம்.: [1145, 1292, 1482, 1376]
- paragraph-lead-label: அமைப்பாளர்: [425, 1268, 496, 1282]
- branch-title: கீரியான் காடு கிளை: [1241, 2009, 1386, 2027]
- paragraph-lead-label: அமைப்பாளர்: [785, 1121, 856, 1134]
- body-paragraph: துணை அமைப்பாளர்கள் : (1) ர.ஸ்ரீதர், பவளத்தாம்பட்டி, கொப்பம்பட்டி, மேச்சேரி, மேட்டூர், சேலம். (2) த.ஹரிஹரசுதன், 2–109, பவளத்தாம்பட்டி, கொப்பம்பட்டி, மேச்சேரி, மேட்டூர், சேலம்.: [425, 1309, 762, 1358]
- paragraph-lead-label: துணை அமைப்பாளர்கள்: [785, 1309, 917, 1323]
- body-paragraph: துணை அமைப்பாளர்கள் : (1) மு.தமிழ்ச்செல்வன், 1/48–ஏ–2, மலையனூர், கொப்பம்பட்டி, மேச்சேரி, மேட்டூர், சேலம். (2) ர.பாலசுப்பிரமணியன், 2/35 மலையனூர், கொப்பம்பட்டி, மேச்சேரி, மேட்டூர், சேலம்.: [66, 1988, 403, 2055]
- body-paragraph: அமைப்பாளர் : ம.ரஞ்சித்குமார், 45–ஏ, கொப்பம் கீழூர், மேச்சேரி, மேட்டூர், சேலம்.: [785, 825, 1122, 856]
- paragraph-lead-label: துணை அமைப்பாளர்கள்: [785, 1947, 920, 1960]
- body-paragraph: அமைப்பாளர் : அ.சரவணன், கொப்பம்பட்டி, மேச்சேரி, மேட்டூர், சேலம்.: [425, 217, 762, 247]
- paragraph-lead-label: அமைப்பாளர்: [1145, 1251, 1216, 1264]
- pagam-row: [426, 1427, 763, 1461]
- branch-title: கொப்பம் கீழூர் கிளை: [875, 798, 1031, 816]
- paragraph-lead-label: அமைப்பாளர்: [66, 2243, 137, 2256]
- paragraph-lead-label: அமைப்பாளர்: [785, 825, 856, 839]
- body-paragraph: அமைப்பாளர் : சே.குபேந்திரன், 12/3–பி, குதிரைகாரனூர், பானாபுரம், மேச்சேரி, மேட்டூர், சேலம்.: [425, 1702, 762, 1733]
- branch-title: தொங்கலானூர் கிளை: [516, 781, 671, 799]
- body-paragraph: அமைப்பாளர் : ச.பாரதி, 2/44–1, பவளத்தாம்பட்டி, கொப்பம்பட்டி, மேச்சேரி, மேட்டூர், சேலம்.: [425, 642, 762, 673]
- pagam-text: ஜெ.ரமேஷ், சாத்தப்பாடி, மேச்சேரி, மேட்டூர், சேலம்.: [1258, 1409, 1481, 1439]
- body-paragraph: அமைப்பாளர் : ர.தமிழ்பாரதி, 3–8–ஏ–3, பவளத்தாம்பட்டி, கொப்பம்பட்டி, மேச்சேரி, மேட்டூர், சேலம்.: [425, 1268, 762, 1300]
- pagam-colon: :: [169, 1725, 173, 1739]
- branch-title: அரங்கனூர்பொம்மியம்பட்டி குடியிருப்பு கிளை: [88, 630, 380, 669]
- paragraph-lead-label: அமைப்பாளர்: [66, 196, 137, 210]
- pagam-number-label: பாகம் – 302: [1145, 1447, 1207, 1460]
- paragraph-lead-label: அமைப்பாளர்: [785, 1434, 856, 1447]
- paragraph-lead-label: துணை அமைப்பாளர்கள்: [1145, 2077, 1277, 2090]
- body-paragraph: அமைப்பாளர் : க.தரணிதரன், 9/115, முத்தாம்பட்டி, மேச்சேரி, மேட்டூர், சேலம்.: [785, 1434, 1122, 1465]
- branch-title: பானாபுரம் கிளை: [891, 502, 1016, 521]
- body-paragraph: அமைப்பாளர் : த.ஸ்டாலின், தொங்கலானூர், கொப்பம்பட்டி, மேச்சேரி, மேட்டூர், சேலம்.: [425, 807, 762, 839]
- body-paragraph: அமைப்பாளர் : செ.அனந்தபாபு, 10/212, தோட்டக்காடு, மேச்சேரி, மேட்டூர், சேலம்.: [1145, 1888, 1482, 1919]
- paragraph-lead-label: துணை அமைப்பாளர்கள்: [1145, 1292, 1274, 1305]
- part-organizers-heading: பாக அமைப்பாளர்கள் :: [528, 1368, 661, 1383]
- edition-date: சென்னை 24.11.2025: [1240, 66, 1506, 97]
- paragraph-lead-label: துணை அமைப்பாளர்கள்: [785, 571, 915, 584]
- paragraph-lead-label: துணை அமைப்பாளர்கள்: [785, 719, 924, 732]
- pagam-text: சி.லோகேஷ், 3/50, சொரங்கன்வளவு, பானாபுரம், மேச்சேரி, மேட்டூர், சேலம்.: [899, 1650, 1093, 1680]
- panchayat-section-header: சாத்தப்பாடி ஊராட்சி: [861, 1690, 1046, 1720]
